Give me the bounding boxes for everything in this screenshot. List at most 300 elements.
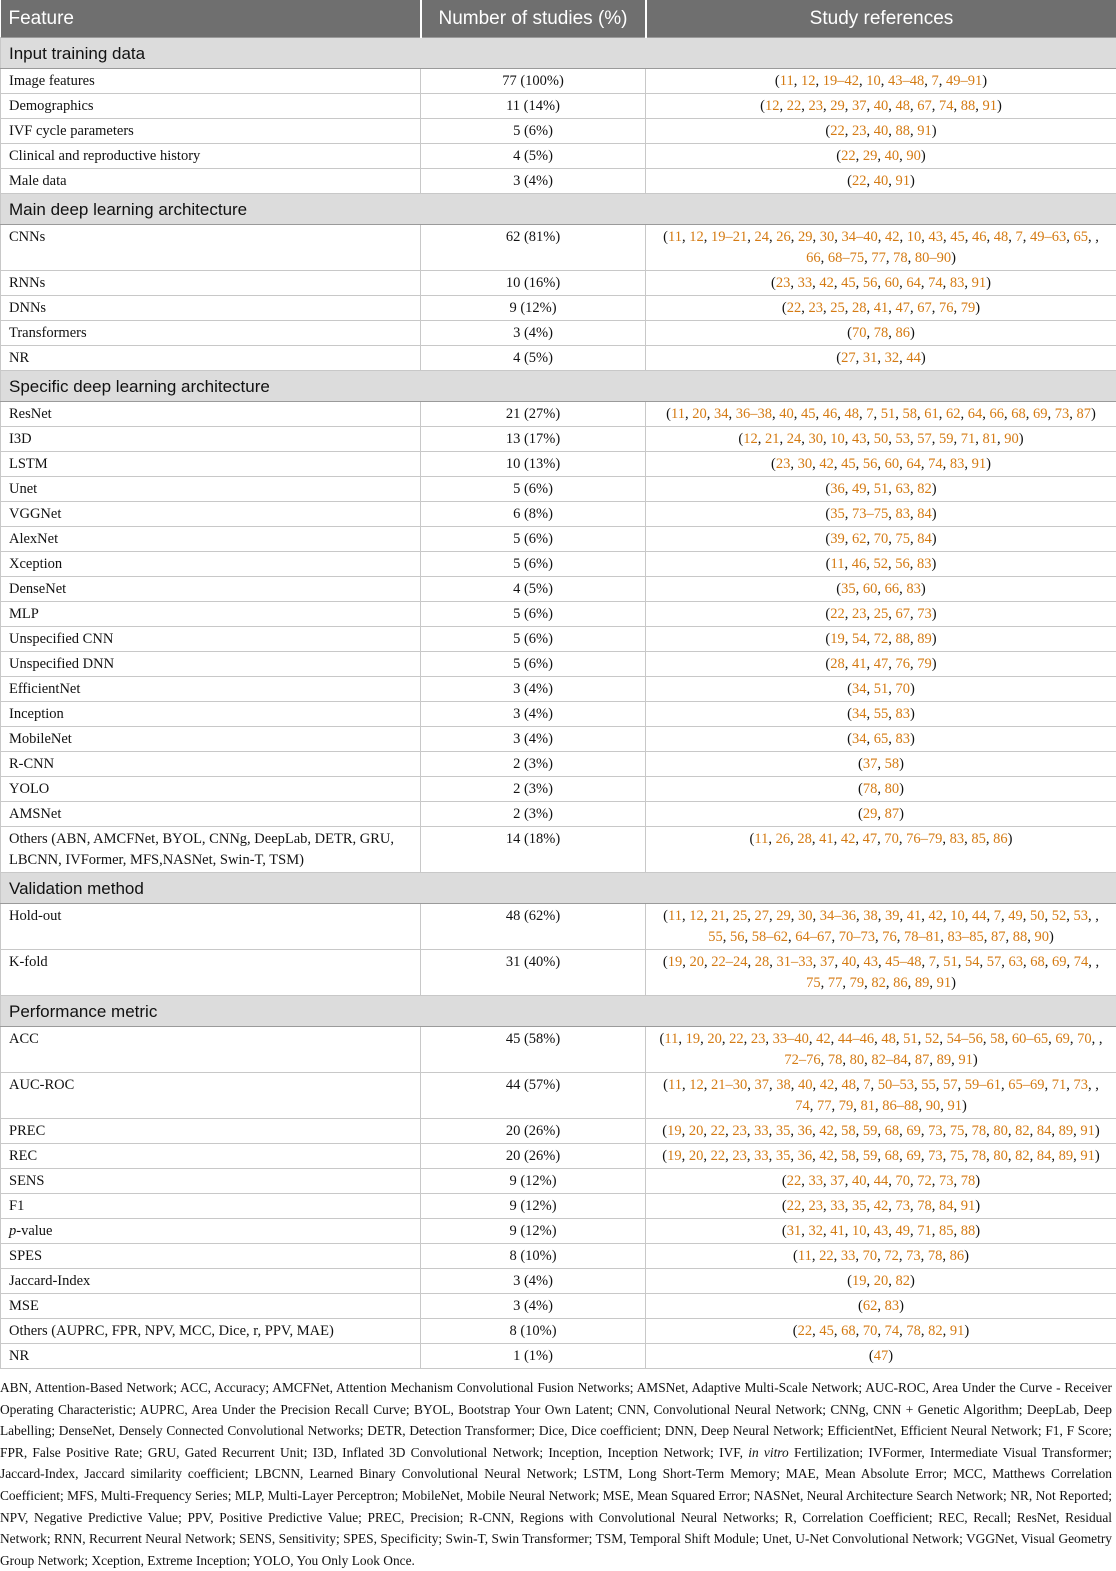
reference-link[interactable]: 74 bbox=[885, 1323, 900, 1339]
reference-link[interactable]: 52 bbox=[873, 556, 888, 572]
reference-link[interactable]: 53 bbox=[896, 431, 911, 447]
reference-link[interactable]: 58–62 bbox=[752, 929, 788, 945]
reference-link[interactable]: 43 bbox=[928, 229, 943, 245]
reference-link[interactable]: 45–48 bbox=[885, 954, 921, 970]
reference-link[interactable]: 74 bbox=[928, 275, 943, 291]
reference-link[interactable]: 84 bbox=[917, 506, 932, 522]
reference-link[interactable]: 28 bbox=[852, 300, 867, 316]
reference-link[interactable]: 56 bbox=[730, 929, 745, 945]
reference-link[interactable]: 35 bbox=[776, 1148, 791, 1164]
reference-link[interactable]: 33 bbox=[830, 1198, 845, 1214]
reference-link[interactable]: 78 bbox=[906, 1323, 921, 1339]
reference-link[interactable]: 11 bbox=[668, 1077, 682, 1093]
reference-link[interactable]: 11 bbox=[798, 1248, 812, 1264]
reference-link[interactable]: 34 bbox=[852, 731, 867, 747]
reference-link[interactable]: 42 bbox=[819, 1123, 834, 1139]
reference-link[interactable]: 87 bbox=[885, 806, 900, 822]
reference-link[interactable]: 40 bbox=[852, 1173, 867, 1189]
reference-link[interactable]: 11 bbox=[664, 1031, 678, 1047]
reference-link[interactable]: 73 bbox=[928, 1123, 943, 1139]
reference-link[interactable]: 26 bbox=[776, 831, 791, 847]
reference-link[interactable]: 12 bbox=[689, 1077, 704, 1093]
reference-link[interactable]: 72 bbox=[884, 1248, 899, 1264]
reference-link[interactable]: 32 bbox=[885, 350, 900, 366]
reference-link[interactable]: 48 bbox=[896, 98, 911, 114]
reference-link[interactable]: 41 bbox=[874, 300, 889, 316]
reference-link[interactable]: 89 bbox=[917, 631, 932, 647]
reference-link[interactable]: 51 bbox=[881, 406, 896, 422]
reference-link[interactable]: 66 bbox=[989, 406, 1004, 422]
reference-link[interactable]: 11 bbox=[668, 908, 682, 924]
reference-link[interactable]: 42 bbox=[819, 275, 834, 291]
reference-link[interactable]: 73–75 bbox=[852, 506, 888, 522]
reference-link[interactable]: 36 bbox=[830, 481, 845, 497]
reference-link[interactable]: 65–69 bbox=[1008, 1077, 1044, 1093]
reference-link[interactable]: 45 bbox=[801, 406, 816, 422]
reference-link[interactable]: 23 bbox=[809, 300, 824, 316]
reference-link[interactable]: 68–75 bbox=[828, 250, 864, 266]
reference-link[interactable]: 22 bbox=[729, 1031, 744, 1047]
reference-link[interactable]: 44 bbox=[874, 1173, 889, 1189]
reference-link[interactable]: 42 bbox=[928, 908, 943, 924]
reference-link[interactable]: 33 bbox=[841, 1248, 856, 1264]
reference-link[interactable]: 40 bbox=[885, 148, 900, 164]
reference-link[interactable]: 86 bbox=[950, 1248, 965, 1264]
reference-link[interactable]: 34 bbox=[852, 681, 867, 697]
reference-link[interactable]: 82 bbox=[928, 1323, 943, 1339]
reference-link[interactable]: 12 bbox=[801, 73, 816, 89]
reference-link[interactable]: 36–38 bbox=[736, 406, 772, 422]
reference-link[interactable]: 91 bbox=[972, 275, 987, 291]
reference-link[interactable]: 42 bbox=[816, 1031, 831, 1047]
reference-link[interactable]: 77 bbox=[828, 975, 843, 991]
reference-link[interactable]: 74 bbox=[795, 1098, 810, 1114]
reference-link[interactable]: 71 bbox=[961, 431, 976, 447]
reference-link[interactable]: 11 bbox=[831, 556, 845, 572]
reference-link[interactable]: 27 bbox=[754, 908, 769, 924]
reference-link[interactable]: 72 bbox=[874, 631, 889, 647]
reference-link[interactable]: 91 bbox=[917, 123, 932, 139]
reference-link[interactable]: 60 bbox=[885, 456, 900, 472]
reference-link[interactable]: 88 bbox=[896, 123, 911, 139]
reference-link[interactable]: 91 bbox=[958, 1052, 973, 1068]
reference-link[interactable]: 29 bbox=[863, 806, 878, 822]
reference-link[interactable]: 46 bbox=[823, 406, 838, 422]
reference-link[interactable]: 67 bbox=[917, 98, 932, 114]
reference-link[interactable]: 12 bbox=[765, 98, 780, 114]
reference-link[interactable]: 23 bbox=[809, 98, 824, 114]
reference-link[interactable]: 80 bbox=[993, 1148, 1008, 1164]
reference-link[interactable]: 22 bbox=[787, 300, 802, 316]
reference-link[interactable]: 68 bbox=[841, 1323, 856, 1339]
reference-link[interactable]: 25 bbox=[733, 908, 748, 924]
reference-link[interactable]: 66 bbox=[806, 250, 821, 266]
reference-link[interactable]: 40 bbox=[874, 123, 889, 139]
reference-link[interactable]: 69 bbox=[1033, 406, 1048, 422]
reference-link[interactable]: 51 bbox=[874, 481, 889, 497]
reference-link[interactable]: 63 bbox=[1008, 954, 1023, 970]
reference-link[interactable]: 83 bbox=[917, 556, 932, 572]
reference-link[interactable]: 21–30 bbox=[711, 1077, 747, 1093]
reference-link[interactable]: 51 bbox=[874, 681, 889, 697]
reference-link[interactable]: 51 bbox=[903, 1031, 918, 1047]
reference-link[interactable]: 39 bbox=[885, 908, 900, 924]
reference-link[interactable]: 41 bbox=[830, 1223, 845, 1239]
reference-link[interactable]: 48 bbox=[844, 406, 859, 422]
reference-link[interactable]: 22 bbox=[787, 1198, 802, 1214]
reference-link[interactable]: 70 bbox=[884, 831, 899, 847]
reference-link[interactable]: 89 bbox=[1059, 1148, 1074, 1164]
reference-link[interactable]: 91 bbox=[950, 1323, 965, 1339]
reference-link[interactable]: 24 bbox=[787, 431, 802, 447]
reference-link[interactable]: 7 bbox=[866, 406, 873, 422]
reference-link[interactable]: 33 bbox=[798, 275, 813, 291]
reference-link[interactable]: 78 bbox=[972, 1123, 987, 1139]
reference-link[interactable]: 33 bbox=[809, 1173, 824, 1189]
reference-link[interactable]: 29 bbox=[798, 229, 813, 245]
reference-link[interactable]: 78 bbox=[917, 1198, 932, 1214]
reference-link[interactable]: 23 bbox=[732, 1123, 747, 1139]
reference-link[interactable]: 23 bbox=[776, 456, 791, 472]
reference-link[interactable]: 62 bbox=[852, 531, 867, 547]
reference-link[interactable]: 57 bbox=[943, 1077, 958, 1093]
reference-link[interactable]: 29 bbox=[863, 148, 878, 164]
reference-link[interactable]: 35 bbox=[776, 1123, 791, 1139]
reference-link[interactable]: 70 bbox=[874, 531, 889, 547]
reference-link[interactable]: 83 bbox=[896, 731, 911, 747]
reference-link[interactable]: 78 bbox=[874, 325, 889, 341]
reference-link[interactable]: 22 bbox=[830, 606, 845, 622]
reference-link[interactable]: 84 bbox=[917, 531, 932, 547]
reference-link[interactable]: 80 bbox=[993, 1123, 1008, 1139]
reference-link[interactable]: 37 bbox=[852, 98, 867, 114]
reference-link[interactable]: 70–73 bbox=[839, 929, 875, 945]
reference-link[interactable]: 54 bbox=[852, 631, 867, 647]
reference-link[interactable]: 78 bbox=[828, 1052, 843, 1068]
reference-link[interactable]: 89 bbox=[1059, 1123, 1074, 1139]
reference-link[interactable]: 79 bbox=[839, 1098, 854, 1114]
reference-link[interactable]: 73 bbox=[1055, 406, 1070, 422]
reference-link[interactable]: 23 bbox=[732, 1148, 747, 1164]
reference-link[interactable]: 69 bbox=[906, 1123, 921, 1139]
reference-link[interactable]: 22 bbox=[798, 1323, 813, 1339]
reference-link[interactable]: 53 bbox=[1073, 908, 1088, 924]
reference-link[interactable]: 58 bbox=[990, 1031, 1005, 1047]
reference-link[interactable]: 83 bbox=[896, 706, 911, 722]
reference-link[interactable]: 57 bbox=[917, 431, 932, 447]
reference-link[interactable]: 70 bbox=[863, 1323, 878, 1339]
reference-link[interactable]: 42 bbox=[819, 1148, 834, 1164]
reference-link[interactable]: 48 bbox=[841, 1077, 856, 1093]
reference-link[interactable]: 76 bbox=[882, 929, 897, 945]
reference-link[interactable]: 70 bbox=[852, 325, 867, 341]
reference-link[interactable]: 89 bbox=[915, 975, 930, 991]
reference-link[interactable]: 43–48 bbox=[888, 73, 924, 89]
reference-link[interactable]: 64–67 bbox=[795, 929, 831, 945]
reference-link[interactable]: 73 bbox=[1073, 1077, 1088, 1093]
reference-link[interactable]: 58 bbox=[841, 1123, 856, 1139]
reference-link[interactable]: 78 bbox=[863, 781, 878, 797]
reference-link[interactable]: 90 bbox=[926, 1098, 941, 1114]
reference-link[interactable]: 83–85 bbox=[947, 929, 983, 945]
reference-link[interactable]: 69 bbox=[906, 1148, 921, 1164]
reference-link[interactable]: 35 bbox=[830, 506, 845, 522]
reference-link[interactable]: 83 bbox=[896, 506, 911, 522]
reference-link[interactable]: 87 bbox=[991, 929, 1006, 945]
reference-link[interactable]: 22 bbox=[787, 98, 802, 114]
reference-link[interactable]: 7 bbox=[931, 73, 938, 89]
reference-link[interactable]: 86 bbox=[993, 831, 1008, 847]
reference-link[interactable]: 55 bbox=[921, 1077, 936, 1093]
reference-link[interactable]: 78 bbox=[961, 1173, 976, 1189]
reference-link[interactable]: 42 bbox=[841, 831, 856, 847]
reference-link[interactable]: 44 bbox=[972, 908, 987, 924]
reference-link[interactable]: 29 bbox=[830, 98, 845, 114]
reference-link[interactable]: 49 bbox=[1008, 908, 1023, 924]
reference-link[interactable]: 80–90 bbox=[915, 250, 951, 266]
reference-link[interactable]: 11 bbox=[671, 406, 685, 422]
reference-link[interactable]: 68 bbox=[885, 1148, 900, 1164]
reference-link[interactable]: 58 bbox=[902, 406, 917, 422]
reference-link[interactable]: 55 bbox=[708, 929, 723, 945]
reference-link[interactable]: 77 bbox=[871, 250, 886, 266]
reference-link[interactable]: 85 bbox=[939, 1223, 954, 1239]
reference-link[interactable]: 69 bbox=[1055, 1031, 1070, 1047]
reference-link[interactable]: 23 bbox=[852, 123, 867, 139]
reference-link[interactable]: 23 bbox=[809, 1198, 824, 1214]
reference-link[interactable]: 52 bbox=[1052, 908, 1067, 924]
reference-link[interactable]: 49 bbox=[896, 1223, 911, 1239]
reference-link[interactable]: 91 bbox=[896, 173, 911, 189]
reference-link[interactable]: 37 bbox=[754, 1077, 769, 1093]
reference-link[interactable]: 81 bbox=[983, 431, 998, 447]
reference-link[interactable]: 32 bbox=[809, 1223, 824, 1239]
reference-link[interactable]: 48 bbox=[881, 1031, 896, 1047]
reference-link[interactable]: 71 bbox=[1052, 1077, 1067, 1093]
reference-link[interactable]: 83 bbox=[950, 831, 965, 847]
reference-link[interactable]: 33 bbox=[754, 1148, 769, 1164]
reference-link[interactable]: 19 bbox=[686, 1031, 701, 1047]
reference-link[interactable]: 50 bbox=[874, 431, 889, 447]
reference-link[interactable]: 60 bbox=[885, 275, 900, 291]
reference-link[interactable]: 7 bbox=[994, 908, 1001, 924]
reference-link[interactable]: 73 bbox=[928, 1148, 943, 1164]
reference-link[interactable]: 73 bbox=[917, 606, 932, 622]
reference-link[interactable]: 57 bbox=[987, 954, 1002, 970]
reference-link[interactable]: 47 bbox=[874, 656, 889, 672]
reference-link[interactable]: 50–53 bbox=[878, 1077, 914, 1093]
reference-link[interactable]: 83 bbox=[950, 275, 965, 291]
reference-link[interactable]: 81 bbox=[860, 1098, 875, 1114]
reference-link[interactable]: 50 bbox=[1030, 908, 1045, 924]
reference-link[interactable]: 7 bbox=[1015, 229, 1022, 245]
reference-link[interactable]: 19 bbox=[852, 1273, 867, 1289]
reference-link[interactable]: 34 bbox=[852, 706, 867, 722]
reference-link[interactable]: 61 bbox=[924, 406, 939, 422]
reference-link[interactable]: 22–24 bbox=[711, 954, 747, 970]
reference-link[interactable]: 78 bbox=[893, 250, 908, 266]
reference-link[interactable]: 82 bbox=[896, 1273, 911, 1289]
reference-link[interactable]: 19 bbox=[667, 1123, 682, 1139]
reference-link[interactable]: 47 bbox=[896, 300, 911, 316]
reference-link[interactable]: 65 bbox=[874, 731, 889, 747]
reference-link[interactable]: 10 bbox=[950, 908, 965, 924]
reference-link[interactable]: 64 bbox=[906, 456, 921, 472]
reference-link[interactable]: 43 bbox=[874, 1223, 889, 1239]
reference-link[interactable]: 20 bbox=[707, 1031, 722, 1047]
reference-link[interactable]: 11 bbox=[780, 73, 794, 89]
reference-link[interactable]: 91 bbox=[1080, 1148, 1095, 1164]
reference-link[interactable]: 23 bbox=[751, 1031, 766, 1047]
reference-link[interactable]: 24 bbox=[754, 229, 769, 245]
reference-link[interactable]: 34–40 bbox=[841, 229, 877, 245]
reference-link[interactable]: 72–76 bbox=[784, 1052, 820, 1068]
reference-link[interactable]: 82–84 bbox=[871, 1052, 907, 1068]
reference-link[interactable]: 75 bbox=[896, 531, 911, 547]
reference-link[interactable]: 64 bbox=[906, 275, 921, 291]
reference-link[interactable]: 76 bbox=[939, 300, 954, 316]
reference-link[interactable]: 41 bbox=[819, 831, 834, 847]
reference-link[interactable]: 82 bbox=[1015, 1148, 1030, 1164]
reference-link[interactable]: 56 bbox=[895, 556, 910, 572]
reference-link[interactable]: 78–81 bbox=[904, 929, 940, 945]
reference-link[interactable]: 10 bbox=[852, 1223, 867, 1239]
reference-link[interactable]: 70 bbox=[896, 681, 911, 697]
reference-link[interactable]: 72 bbox=[917, 1173, 932, 1189]
reference-link[interactable]: 75 bbox=[806, 975, 821, 991]
reference-link[interactable]: 78 bbox=[928, 1248, 943, 1264]
reference-link[interactable]: 58 bbox=[841, 1148, 856, 1164]
reference-link[interactable]: 37 bbox=[863, 756, 878, 772]
reference-link[interactable]: 20 bbox=[692, 406, 707, 422]
reference-link[interactable]: 62 bbox=[863, 1298, 878, 1314]
reference-link[interactable]: 79 bbox=[850, 975, 865, 991]
reference-link[interactable]: 38 bbox=[863, 908, 878, 924]
reference-link[interactable]: 88 bbox=[1013, 929, 1028, 945]
reference-link[interactable]: 43 bbox=[863, 954, 878, 970]
reference-link[interactable]: 51 bbox=[943, 954, 958, 970]
reference-link[interactable]: 80 bbox=[850, 1052, 865, 1068]
reference-link[interactable]: 33–40 bbox=[773, 1031, 809, 1047]
reference-link[interactable]: 19 bbox=[667, 1148, 682, 1164]
reference-link[interactable]: 54–56 bbox=[947, 1031, 983, 1047]
reference-link[interactable]: 80 bbox=[885, 781, 900, 797]
reference-link[interactable]: 74 bbox=[1074, 954, 1089, 970]
reference-link[interactable]: 83 bbox=[885, 1298, 900, 1314]
reference-link[interactable]: 91 bbox=[1080, 1123, 1095, 1139]
reference-link[interactable]: 88 bbox=[896, 631, 911, 647]
reference-link[interactable]: 30 bbox=[820, 229, 835, 245]
reference-link[interactable]: 91 bbox=[972, 456, 987, 472]
reference-link[interactable]: 22 bbox=[841, 148, 856, 164]
reference-link[interactable]: 40 bbox=[874, 98, 889, 114]
reference-link[interactable]: 84 bbox=[939, 1198, 954, 1214]
reference-link[interactable]: 47 bbox=[874, 1348, 889, 1364]
reference-link[interactable]: 30 bbox=[798, 908, 813, 924]
reference-link[interactable]: 74 bbox=[939, 98, 954, 114]
reference-link[interactable]: 42 bbox=[874, 1198, 889, 1214]
reference-link[interactable]: 36 bbox=[798, 1148, 813, 1164]
reference-link[interactable]: 35 bbox=[841, 581, 856, 597]
reference-link[interactable]: 73 bbox=[906, 1248, 921, 1264]
reference-link[interactable]: 31 bbox=[863, 350, 878, 366]
reference-link[interactable]: 82 bbox=[871, 975, 886, 991]
reference-link[interactable]: 7 bbox=[863, 1077, 870, 1093]
reference-link[interactable]: 22 bbox=[711, 1123, 726, 1139]
reference-link[interactable]: 48 bbox=[994, 229, 1009, 245]
reference-link[interactable]: 79 bbox=[917, 656, 932, 672]
reference-link[interactable]: 19–42 bbox=[823, 73, 859, 89]
reference-link[interactable]: 73 bbox=[896, 1198, 911, 1214]
reference-link[interactable]: 28 bbox=[797, 831, 812, 847]
reference-link[interactable]: 11 bbox=[754, 831, 768, 847]
reference-link[interactable]: 22 bbox=[830, 123, 845, 139]
reference-link[interactable]: 40 bbox=[798, 1077, 813, 1093]
reference-link[interactable]: 21 bbox=[711, 908, 726, 924]
reference-link[interactable]: 41 bbox=[907, 908, 922, 924]
reference-link[interactable]: 12 bbox=[743, 431, 758, 447]
reference-link[interactable]: 45 bbox=[841, 275, 856, 291]
reference-link[interactable]: 67 bbox=[917, 300, 932, 316]
reference-link[interactable]: 90 bbox=[906, 148, 921, 164]
reference-link[interactable]: 87 bbox=[915, 1052, 930, 1068]
reference-link[interactable]: 45 bbox=[950, 229, 965, 245]
reference-link[interactable]: 59–61 bbox=[965, 1077, 1001, 1093]
reference-link[interactable]: 46 bbox=[972, 229, 987, 245]
reference-link[interactable]: 73 bbox=[939, 1173, 954, 1189]
reference-link[interactable]: 60 bbox=[863, 581, 878, 597]
reference-link[interactable]: 90 bbox=[1004, 431, 1019, 447]
reference-link[interactable]: 37 bbox=[820, 954, 835, 970]
reference-link[interactable]: 23 bbox=[852, 606, 867, 622]
reference-link[interactable]: 74 bbox=[928, 456, 943, 472]
reference-link[interactable]: 83 bbox=[950, 456, 965, 472]
reference-link[interactable]: 23 bbox=[776, 275, 791, 291]
reference-link[interactable]: 82 bbox=[917, 481, 932, 497]
reference-link[interactable]: 76–79 bbox=[906, 831, 942, 847]
reference-link[interactable]: 21 bbox=[765, 431, 780, 447]
reference-link[interactable]: 88 bbox=[961, 1223, 976, 1239]
reference-link[interactable]: 45 bbox=[819, 1323, 834, 1339]
reference-link[interactable]: 65 bbox=[1073, 229, 1088, 245]
reference-link[interactable]: 45 bbox=[841, 456, 856, 472]
reference-link[interactable]: 49 bbox=[852, 481, 867, 497]
reference-link[interactable]: 28 bbox=[755, 954, 770, 970]
reference-link[interactable]: 90 bbox=[1034, 929, 1049, 945]
reference-link[interactable]: 86 bbox=[896, 325, 911, 341]
reference-link[interactable]: 89 bbox=[937, 1052, 952, 1068]
reference-link[interactable]: 22 bbox=[711, 1148, 726, 1164]
reference-link[interactable]: 67 bbox=[896, 606, 911, 622]
reference-link[interactable]: 22 bbox=[852, 173, 867, 189]
reference-link[interactable]: 70 bbox=[1077, 1031, 1092, 1047]
reference-link[interactable]: 41 bbox=[852, 656, 867, 672]
reference-link[interactable]: 42 bbox=[820, 1077, 835, 1093]
reference-link[interactable]: 91 bbox=[983, 98, 998, 114]
reference-link[interactable]: 83 bbox=[906, 581, 921, 597]
reference-link[interactable]: 37 bbox=[830, 1173, 845, 1189]
reference-link[interactable]: 44–46 bbox=[838, 1031, 874, 1047]
reference-link[interactable]: 7 bbox=[929, 954, 936, 970]
reference-link[interactable]: 31 bbox=[787, 1223, 802, 1239]
reference-link[interactable]: 91 bbox=[937, 975, 952, 991]
reference-link[interactable]: 19 bbox=[668, 954, 683, 970]
reference-link[interactable]: 39 bbox=[830, 531, 845, 547]
reference-link[interactable]: 42 bbox=[885, 229, 900, 245]
reference-link[interactable]: 28 bbox=[830, 656, 845, 672]
reference-link[interactable]: 47 bbox=[863, 831, 878, 847]
reference-link[interactable]: 12 bbox=[689, 229, 704, 245]
